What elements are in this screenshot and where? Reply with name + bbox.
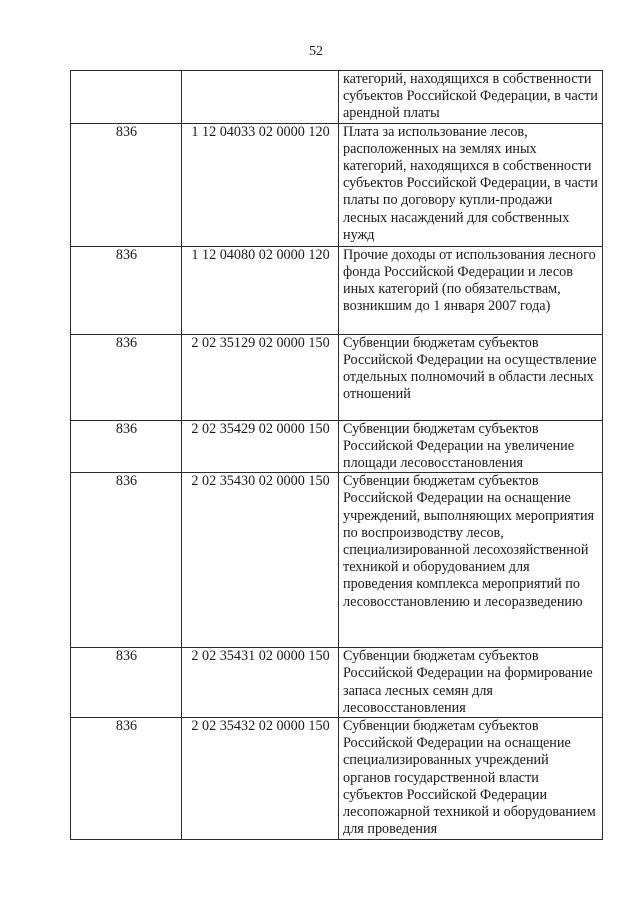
budget-code-cell: 1 12 04033 02 0000 120 — [182, 123, 339, 246]
budget-code-cell: 2 02 35431 02 0000 150 — [182, 648, 339, 718]
description-cell: Субвенции бюджетам субъектов Российской Федерации на увеличение площади лесовосстановления — [339, 420, 603, 473]
table-row — [71, 334, 603, 420]
description-cell: Прочие доходы от использования лесного фонда Российской Федерации и лесов иных категорий (по обязательствам, возникшим до 1 января 2007 года) — [339, 246, 603, 334]
description-cell: категорий, находящихся в собственности субъектов Российской Федерации, в части арендной платы — [339, 71, 603, 124]
table-row — [71, 648, 603, 718]
budget-codes-table — [70, 70, 603, 840]
table-row — [71, 71, 603, 124]
description-cell: Субвенции бюджетам субъектов Российской Федерации на формирование запаса лесных семян для лесовосстановления — [339, 648, 603, 718]
description-cell: Субвенции бюджетам субъектов Российской Федерации на осуществление отдельных полномочий в области лесных отношений — [339, 334, 603, 420]
budget-code-cell: 2 02 35429 02 0000 150 — [182, 420, 339, 473]
description-cell: Субвенции бюджетам субъектов Российской Федерации на оснащение учреждений, выполняющих мероприятия по воспроизводству лесов, специализированной лесохозяйственной техникой и оборудованием для проведения комплекса мероприятий по лесовосстановлению и лесоразведению — [339, 473, 603, 648]
budget-code-cell: 2 02 35430 02 0000 150 — [182, 473, 339, 648]
description-cell: Субвенции бюджетам субъектов Российской Федерации на оснащение специализированных учреждений органов государственной власти субъектов Российской Федерации лесопожарной техникой и оборудованием для проведения — [339, 718, 603, 840]
page-number: 52 — [309, 44, 323, 59]
table-row — [71, 718, 603, 840]
admin-code-cell: 836 — [71, 246, 182, 334]
table-row — [71, 123, 603, 246]
admin-code-cell: 836 — [71, 123, 182, 246]
admin-code-cell: 836 — [71, 648, 182, 718]
admin-code-cell: 836 — [71, 334, 182, 420]
admin-code-cell: 836 — [71, 718, 182, 840]
budget-code-cell: 1 12 04080 02 0000 120 — [182, 246, 339, 334]
table-row — [71, 420, 603, 473]
description-cell: Плата за использование лесов, расположенных на землях иных категорий, находящихся в собственности субъектов Российской Федерации, в части платы по договору купли-продажи лесных насаждений для собственных нужд — [339, 123, 603, 246]
admin-code-cell: 836 — [71, 420, 182, 473]
table-row — [71, 473, 603, 648]
budget-code-cell: 2 02 35129 02 0000 150 — [182, 334, 339, 420]
admin-code-cell — [71, 71, 182, 124]
budget-code-cell: 2 02 35432 02 0000 150 — [182, 718, 339, 840]
budget-code-cell — [182, 71, 339, 124]
admin-code-cell: 836 — [71, 473, 182, 648]
table-row — [71, 246, 603, 334]
